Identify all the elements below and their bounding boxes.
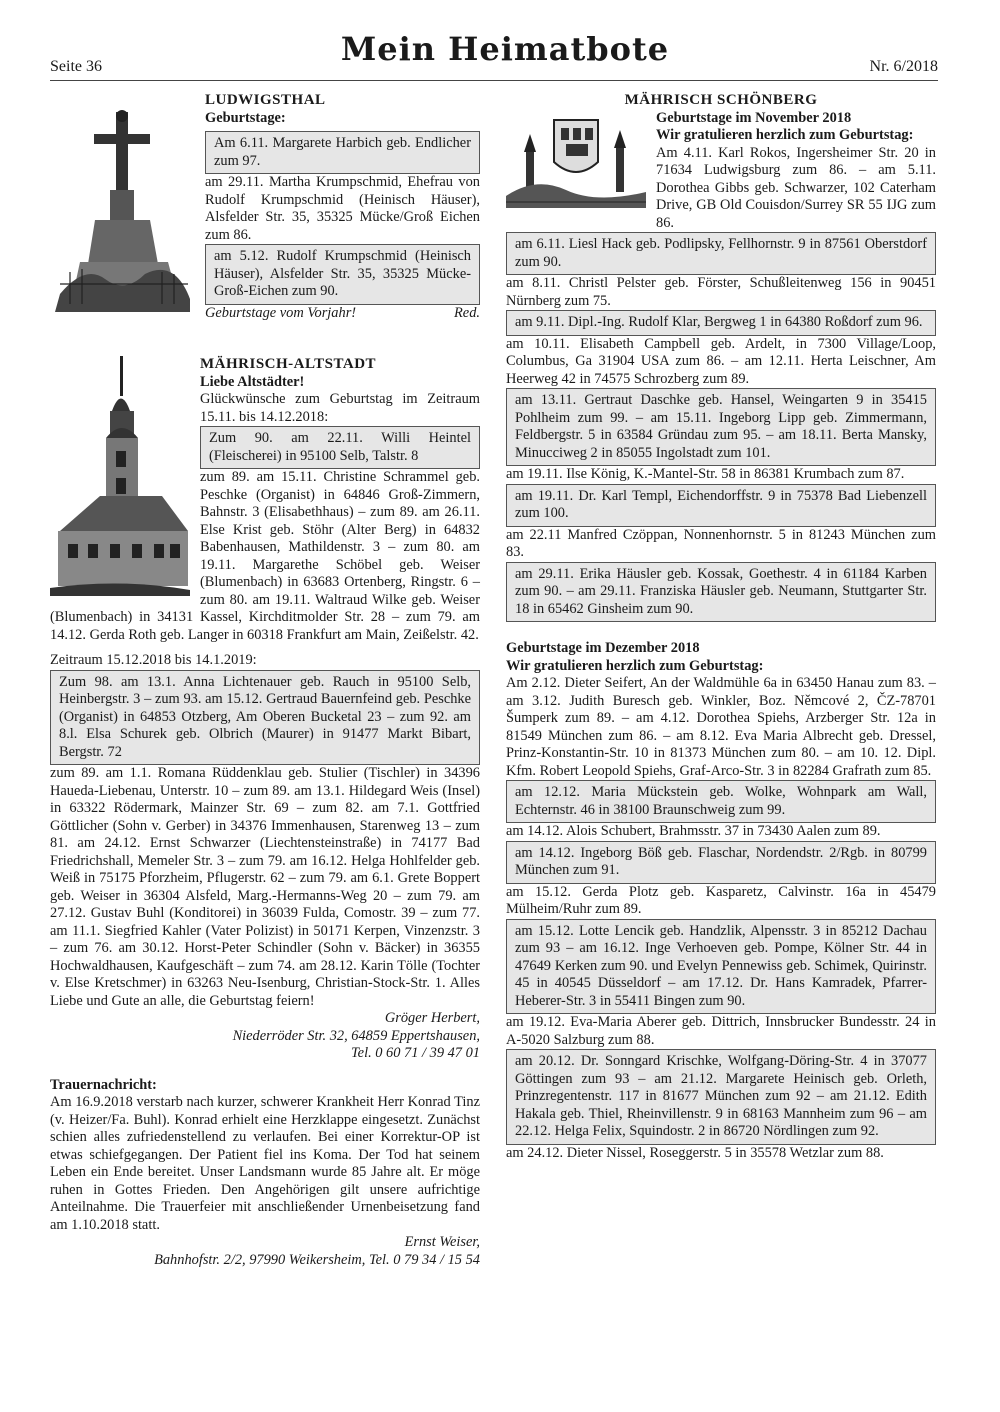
- birthday-box: am 6.11. Liesl Hack geb. Podlipsky, Fellhornstr. 9 in 87561 Oberstdorf zum 90.: [506, 232, 936, 275]
- birthday-box: am 29.11. Erika Häusler geb. Kossak, Goethestr. 4 in 61184 Karben zum 90. – am 29.11. Franziska Häusler geb. Neumann, Stuttgarter Str. 18 in 65462 Ginsheim zum 90.: [506, 562, 936, 623]
- section-obituary: [50, 1077, 480, 1270]
- signature-phone: Tel. 0 60 71 / 39 47 01: [351, 1045, 480, 1061]
- birthday-box: am 20.12. Dr. Sonngard Krischke, Wolfgang-Döring-Str. 4 in 37077 Göttingen zum 93 – am 21.12. Margarete Heinisch geb. Orleth, Prinzregentenstr. 117 in 81677 München zum 92 – am 21.12. Edith Hakala geb. Thiel, Rheinvillenstr. 9 in 68163 Mannheim zum 96 – am 22.12. Helga Felix, Squindostr. 2 in 86720 Nördlingen zum 92.: [506, 1049, 936, 1145]
- greeting: Liebe Altstädter!: [200, 373, 305, 390]
- birthday-box: Zum 98. am 13.1. Anna Lichtenauer geb. Rauch in 95100 Selb, Heinbergstr. 3 – zum 93. am 15.12. Gertraud Bauernfeind geb. Peschke (Organist) in 64853 Otzberg, Am Oberen Bucketal 23 – zum 92. am 8.l. Elsa Schurek geb. Olbrich (Maurer) in 91477 Markt Bibart, Bergstr. 72: [50, 670, 480, 766]
- obituary-text: Am 16.9.2018 verstarb nach kurzer, schwerer Krankheit Herr Konrad Tinz (v. Heizer/Fa. Buhl). Konrad erhielt eine Herzklappe eingesetzt. Zunächst schien alles zufriedenstellend zu verlaufen. Bei einer Korrektur-OP ist etwas schiefgegangen. Der Patient fiel ins Koma. Der Tod hat seinem Leben ein Ende bereitet. Unser Landsmann wurde 85 Jahre alt. Er möge ruhen in Gottes Frieden. Den Angehörigen gilt unsere aufrichtige Anteilnahme. Die Trauerfeier mit anschließender Urnenbeisetzung fand am 1.10.2018 statt.: [50, 1094, 480, 1233]
- birthday-text: Am 2.12. Dieter Seifert, An der Waldmühle 6a in 63450 Hanau zum 83. – am 3.12. Judith Buresch geb. Winkler, Boz. Němcové 2, ČZ-78701 Šumperk zum 89. – am 4.12. Dorothea Spiehs, Arzberger Str. 12a in 81549 München zum 86. – am 8.12. Eva Maria Albrecht geb. Dressel, Prinz-Konstantin-Str. 10 in 81373 München zum 80. – am 10. 12. Dipl. Kfm. Robert Leopold Spiehs, Graf-Arco-Str. 3 in 82284 Grafrath zum 85.: [506, 675, 936, 779]
- month-heading: Geburtstage im Dezember 2018: [506, 640, 700, 656]
- month-subheading: Wir gratulieren herzlich zum Geburtstag:: [506, 657, 764, 674]
- period-label: Zeitraum 15.12.2018 bis 14.1.2019:: [50, 652, 257, 668]
- signature-address: Bahnhofstr. 2/2, 97990 Weikersheim, Tel. 0 79 34 / 15 54: [154, 1251, 480, 1268]
- birthday-box: am 15.12. Lotte Lencik geb. Handzlik, Alpensstr. 3 in 85212 Dachau zum 93 – am 16.12. Inge Verhoeven geb. Pompe, Kölner Str. 44 in 47649 Kerken zum 90. und Evelyn Pennewiss geb. Schimek, Quirinstr. 45 in 40545 Düsseldorf – am 17.12. Dr. Hans Kamradek, Pfarrer-Heberer-Str. 3 in 55411 Bingen zum 90.: [506, 919, 936, 1015]
- obituary-title: Trauernachricht:: [50, 1076, 157, 1093]
- birthday-text: am 19.12. Eva-Maria Aberer geb. Dittrich, Innsbrucker Bundesstr. 24 in A-5020 Salzburg zum 88.: [506, 1014, 936, 1048]
- birthday-text: zum 89. am 15.11. Christine Schrammel geb. Peschke (Organist) in 64846 Groß-Zimmern, Bahnstr. 3 (Elisabethhaus) – zum 89. am 26.11. Else Krist geb. Stöhr (Alter Berg) in 64832 Babenhausen, Mathildenstr. 3 – zum 80. am 19.11. Margarethe Schöbel geb. Weiser (Blumenbach) in 63683 Ortenberg, Ringstr. 6 – zum 80. am 19.11. Waltraud Wilke geb. Weiser (Blumenbach) in 34131 Kassel, Kirchditmolder Str. 28 – zum 79. am 14.12. Gerda Roth geb. Langer in 60318 Frankfurt am Main, Zeißelstr. 42.: [50, 469, 480, 643]
- issue-number: Nr. 6/2018: [869, 58, 938, 75]
- intro-text: Glückwünsche zum Geburtstag im Zeitraum 15.11. bis 14.12.2018:: [200, 391, 480, 425]
- signature-address: Niederröder Str. 32, 64859 Eppertshausen,: [232, 1027, 480, 1044]
- left-column: [50, 92, 480, 1269]
- birthday-box: am 13.11. Gertraut Daschke geb. Hansel, Weingarten 9 in 35415 Pohlheim zum 99. – am 15.11. Ingeborg Lipp geb. Zimmermann, Feldbergstr. 5 in 63584 Gründau zum 95. – am 18.11. Berta Mansky, Minucciweg 2 in 85055 Ingolstadt zum 101.: [506, 388, 936, 466]
- section-title: MÄHRISCH-ALTSTADT: [200, 356, 377, 372]
- month-heading: Geburtstage im November 2018: [656, 109, 852, 126]
- month-subheading: Wir gratulieren herzlich zum Geburtstag:: [656, 127, 914, 143]
- section-title: LUDWIGSTHAL: [205, 92, 326, 108]
- church-tower-illustration: [50, 356, 190, 596]
- page-number: Seite 36: [50, 58, 102, 75]
- birthday-box: am 19.11. Dr. Karl Templ, Eichendorffstr. 9 in 75378 Bad Liebenzell zum 100.: [506, 484, 936, 527]
- note-row: [205, 305, 480, 323]
- signature-name: Ernst Weiser,: [404, 1234, 480, 1250]
- birthday-text: am 22.11 Manfred Czöppan, Nonnenhornstr. 5 in 81243 München zum 83.: [506, 526, 936, 560]
- masthead-logo: Mein Heimatbote: [340, 30, 670, 68]
- note-left: Geburtstage vom Vorjahr!: [205, 304, 357, 321]
- signature-name: Gröger Herbert,: [384, 1010, 480, 1026]
- birthday-text: Am 4.11. Karl Rokos, Ingersheimer Str. 20 in 71634 Ludwigsburg zum 86. – am 5.11. Dorothea Gibbs geb. Schwarzer, 102 Caterham Drive, GB Old Couisdon/Surrey SR 55 IJG zum 86.: [656, 144, 936, 231]
- town-coat-of-arms-illustration: [506, 112, 646, 212]
- birthday-text: am 19.11. Ilse König, K.-Mantel-Str. 58 in 86381 Krumbach zum 87.: [506, 466, 905, 482]
- birthday-box: am 5.12. Rudolf Krumpschmid (Heinisch Häuser), Alsfelder Str. 35, 35325 Mücke-Groß-Eichen zum 90.: [205, 244, 480, 305]
- birthday-text: am 10.11. Elisabeth Campbell geb. Ardelt, in 7300 Village/Loop, Columbus, Ga 31904 USA zum 86. – am 12.11. Herta Leischner, Am Heerweg 42 in 74575 Schrozberg zum 89.: [506, 335, 936, 387]
- right-column: [506, 92, 936, 1162]
- header-rule: [50, 80, 938, 81]
- note-right: Red.: [454, 304, 480, 321]
- page-header: [0, 0, 1000, 90]
- wayside-cross-illustration: [50, 94, 195, 316]
- birthday-text: am 15.12. Gerda Plotz geb. Kasparetz, Calvinstr. 16a in 45479 Mülheim/Ruhr zum 89.: [506, 883, 936, 917]
- section-subtitle: Geburtstage:: [205, 109, 286, 126]
- birthday-text: am 24.12. Dieter Nissel, Roseggerstr. 5 in 35578 Wetzlar zum 88.: [506, 1144, 884, 1161]
- section-schoenberg: [506, 92, 936, 1162]
- birthday-box: am 14.12. Ingeborg Böß geb. Flaschar, Nordendstr. 2/Rgb. in 80799 München zum 91.: [506, 841, 936, 884]
- birthday-text: am 8.11. Christl Pelster geb. Förster, Schußleitenweg 156 in 90451 Nürnberg zum 75.: [506, 275, 936, 309]
- section-title: MÄHRISCH SCHÖNBERG: [624, 92, 818, 108]
- birthday-box: am 12.12. Maria Mückstein geb. Wolke, Wohnpark am Wall, Echternstr. 46 in 38100 Braunschweig zum 99.: [506, 780, 936, 823]
- birthday-box: Zum 90. am 22.11. Willi Heintel (Fleischerei) in 95100 Selb, Talstr. 8: [200, 426, 480, 469]
- birthday-text: am 14.12. Alois Schubert, Brahmsstr. 37 in 73430 Aalen zum 89.: [506, 823, 881, 839]
- birthday-text: am 29.11. Martha Krumpschmid, Ehefrau von Rudolf Krumpschmid (Heinisch Häuser), Alsfelder Str. 35, 35325 Mücke/Groß Eichen zum 86.: [205, 174, 480, 243]
- birthday-text: zum 89. am 1.1. Romana Rüddenklau geb. Stulier (Tischler) in 34396 Haueda-Liebenau, Unterstr. 10 – zum 89. am 13.1. Hildegard Weis (Insel) in 63322 Rödermark, Mainzer Str. 69 – zum 82. am 7.1. Gottfried Göttlicher (Sohn v. Gerber) in 34376 Immenhausen, Starenweg 13 – zum 81. am 24.12. Ernst Schwarzer (Liechtensteinstraße) in 74177 Bad Friedrichshall, Memeler Str. 3 – zum 79. am 16.12. Helga Hohlfelder geb. Weiß in 75175 Pforzheim, Pflugerstr. 62 – zum 79. am 6.1. Grete Boppert geb. Weiser in 36304 Alsfeld, Marg.-Hermanns-Weg 20 – zum 79. am 27.12. Gustav Buhl (Konditorei) in 36039 Fulda, Comostr. 39 – zum 77. am 11.1. Siegfried Kahler (Vater Polizist) in 50171 Kerpen, Vinzenzstr. 3 – zum 76. am 30.12. Horst-Peter Schindler (Sohn v. Bäcker) in 36355 Hochwaldhausen, Kaufgeschäft – zum 74. am 28.12. Karin Tölle (Tochter v. Else Kretschmer) in 63263 Neu-Isenburg, Christian-Stock-Str. 1. Alles Liebe und Gute an alle, die Geburtstag feiern!: [50, 765, 480, 1009]
- birthday-box: am 9.11. Dipl.-Ing. Rudolf Klar, Bergweg 1 in 64380 Roßdorf zum 96.: [506, 310, 936, 336]
- birthday-box: Am 6.11. Margarete Harbich geb. Endlicher zum 97.: [205, 131, 480, 174]
- section-ludwigsthal: [50, 92, 480, 322]
- section-altstadt: [50, 356, 480, 1063]
